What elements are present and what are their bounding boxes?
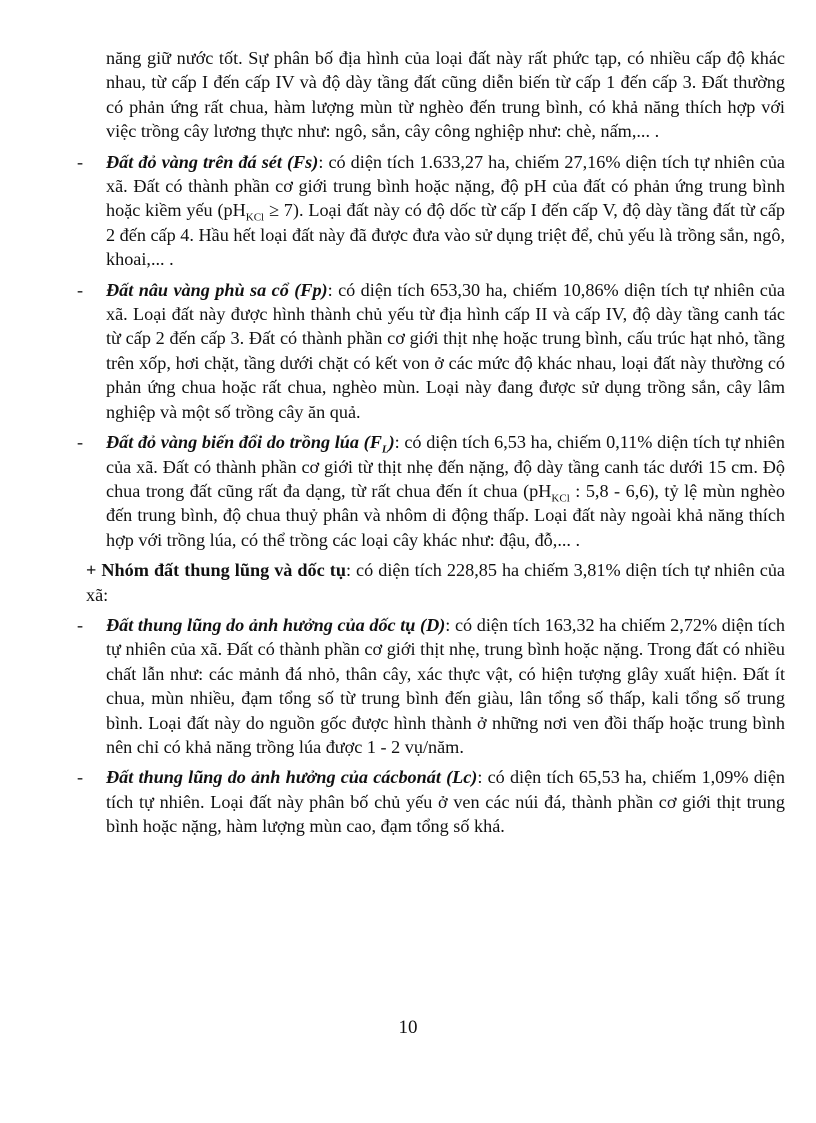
bullet-dash: - [77,432,84,453]
soil-term: Đất thung lũng do ảnh hưởng của cácbonát (Lc) [106,767,478,788]
soil-text-cont: ≥ 7). Loại đất này có độ dốc từ cấp I đến cấp V, độ dày tầng đất từ cấp 2 đến cấp 4. Hầu hết loại đất này đã được đưa vào sử dụng triệt để, chủ yếu là trồng sắn, ngô, khoai,... . [106,200,785,270]
soil-group-heading [86,558,785,607]
soil-item-d [77,613,785,759]
group-prefix: + [86,560,102,581]
soil-item-lc [77,765,786,838]
body-text [77,46,786,839]
intro-paragraph: năng giữ nước tốt. Sự phân bố địa hình của loại đất này rất phức tạp, có nhiều cấp độ khác nhau, từ cấp I đến cấp IV và độ dày tầng đất cũng diễn biến từ cấp 1 đến cấp 3. Đất thường có phản ứng rất chua, hàm lượng mùn từ nghèo đến trung bình, có khả năng thích hợp với việc trồng cây lương thực như: ngô, sắn, cây công nghiệp như: chè, nấm,... . [106,48,785,142]
soil-item-fs [77,150,786,272]
soil-text-cont: : 5,8 - 6,6), tỷ lệ mùn nghèo đến trung bình, độ chua thuỷ phân và nhôm di động thấp. Loại đất này ngoài khả năng thích hợp với trồng lúa, có thể trồng các loại cây khác như: đậu, đỗ,... . [106,480,785,550]
soil-term [106,432,395,456]
bullet-dash: - [77,279,84,300]
ph-subscript: KCl [551,492,570,505]
bullet-dash: - [77,614,84,635]
soil-term: Đất thung lũng do ảnh hưởng của dốc tụ (D) [106,614,446,635]
soil-term: Đất đỏ vàng trên đá sét (Fs) [106,151,319,172]
soil-item-fp [77,278,785,424]
soil-term-end: ) [388,432,395,453]
page-number: 10 [398,1017,418,1038]
group-text: : có diện tích 228,85 ha chiếm 3,81% diện tích tự nhiên của xã: [86,560,785,605]
soil-text: : có diện tích 653,30 ha, chiếm 10,86% diện tích tự nhiên của xã. Loại đất này được hình thành chủ yếu từ địa hình cấp II và cấp IV, độ dày tầng canh tác từ cấp 2 đến cấp 3. Đất có thành phần cơ giới thịt nhẹ hoặc trung bình, cấu trúc hạt nhỏ, tầng trên xốp, hơi chặt, tầng dưới chặt có kết von ở các mức độ khác nhau, loại đất này thường có phản ứng chua hoặc rất chua, nghèo mùn. Loại này đang được sử dụng trồng sắn, cây lâm nghiệp và một số trồng cây ăn quả. [106,279,785,422]
soil-item-fl [77,430,785,552]
group-term: Nhóm đất thung lũng và dốc tụ [101,560,346,581]
soil-text: : có diện tích 1.633,27 ha, chiếm 27,16% diện tích tự nhiên của xã. Đất có thành phần cơ giới trung bình hoặc nặng, độ pH của đất có phản ứng trung bình hoặc kiềm yếu (pH [106,151,786,221]
soil-text: : có diện tích 163,32 ha chiếm 2,72% diện tích tự nhiên của xã. Đất có thành phần cơ giới thịt nhẹ, trung bình hoặc nặng. Trong đất có nhiều chất lẫn như: các mảnh đá nhỏ, thân cây, xác thực vật, có hiện tượng glây xuất hiện. Đất ít chua, mùn nhiều, đạm tổng số từ trung bình đến giàu, lân tổng số thấp, kali tổng số trung bình. Loại đất này do nguồn gốc được hình thành ở những nơi ven đồi thấp hoặc trung bình nên chỉ có khả năng trồng lúa được 1 - 2 vụ/năm. [106,614,785,757]
soil-term-subscript: L [381,443,389,456]
soil-text: : có diện tích 65,53 ha, chiếm 1,09% diện tích tự nhiên. Loại đất này phân bố chủ yếu ở ven các núi đá, thành phần cơ giới thịt trung bình hoặc nặng, hàm lượng mùn cao, đạm tổng số khá. [106,767,786,837]
bullet-dash: - [77,767,84,788]
soil-text: : có diện tích 6,53 ha, chiếm 0,11% diện tích tự nhiên của xã. Đất có thành phần cơ giới từ thịt nhẹ đến nặng, độ dày tầng canh tác dưới 15 cm. Độ chua trong đất cũng rất đa dạng, từ rất chua đến ít chua (pH [106,432,785,501]
ph-subscript: KCl [245,212,265,225]
soil-term: Đất nâu vàng phù sa cổ (Fp) [106,279,328,300]
soil-term-main: Đất đỏ vàng biến đổi do trồng lúa (F [106,432,382,453]
bullet-dash: - [77,151,84,172]
